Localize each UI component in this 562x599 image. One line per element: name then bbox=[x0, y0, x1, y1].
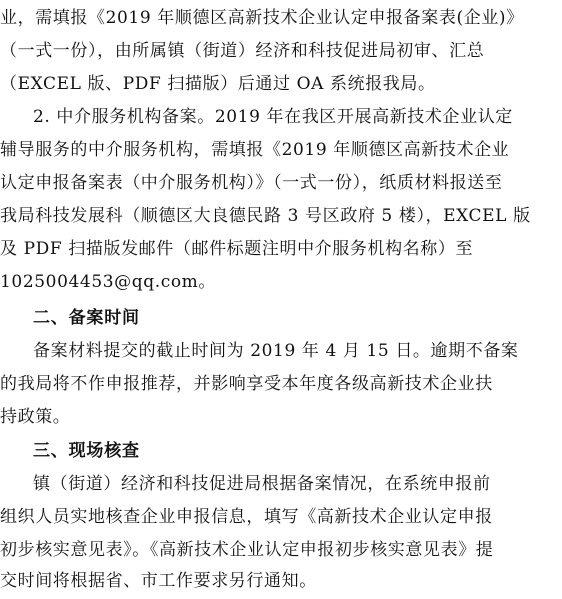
paragraph-enterprise-filing-line-2: （一式一份），由所属镇（街道）经济和科技促进局初审、汇总 bbox=[0, 41, 485, 61]
paragraph-agency-filing-line-2: 辅导服务的中介服务机构，需填报《2019 年顺德区高新技术企业 bbox=[0, 140, 510, 160]
paragraph-agency-filing-line-3: 认定申报备案表（中介服务机构）》（一式一份），纸质材料报送至 bbox=[0, 173, 503, 193]
paragraph-deadline-line-1: 备案材料提交的截止时间为 2019 年 4 月 15 日。逾期不备案 bbox=[33, 341, 519, 361]
paragraph-inspection-line-3: 初步核实意见表》。《高新技术企业认定申报初步核实意见表》提 bbox=[0, 540, 494, 560]
paragraph-agency-filing-line-4: 我局科技发展科（顺德区大良德民路 3 号区政府 5 楼），EXCEL 版 bbox=[0, 206, 531, 226]
paragraph-enterprise-filing-line-1: 业，需填报《2019 年顺德区高新技术企业认定申报备案表(企业)》 bbox=[0, 8, 524, 28]
section-heading-site-inspection: 三、现场核查 bbox=[33, 441, 140, 461]
paragraph-agency-filing-line-1: 2. 中介服务机构备案。2019 年在我区开展高新技术企业认定 bbox=[33, 107, 513, 127]
paragraph-enterprise-filing-line-3: （EXCEL 版、PDF 扫描版）后通过 OA 系统报我局。 bbox=[0, 74, 436, 94]
paragraph-inspection-line-4: 交时间将根据省、市工作要求另行通知。 bbox=[0, 571, 317, 591]
paragraph-deadline-line-2: 的我局将不作申报推荐，并影响享受本年度各级高新技术企业扶 bbox=[0, 374, 493, 394]
paragraph-agency-filing-line-5: 及 PDF 扫描版发邮件（邮件标题注明中介服务机构名称）至 bbox=[0, 239, 474, 259]
paragraph-inspection-line-1: 镇（街道）经济和科技促进局根据备案情况，在系统申报前 bbox=[33, 474, 491, 494]
paragraph-inspection-line-2: 组织人员实地核查企业申报信息，填写《高新技术企业认定申报 bbox=[0, 507, 493, 527]
paragraph-agency-filing-email: 1025004453@qq.com。 bbox=[0, 272, 217, 292]
section-heading-filing-time: 二、备案时间 bbox=[33, 308, 140, 328]
paragraph-deadline-line-3: 持政策。 bbox=[0, 407, 71, 427]
